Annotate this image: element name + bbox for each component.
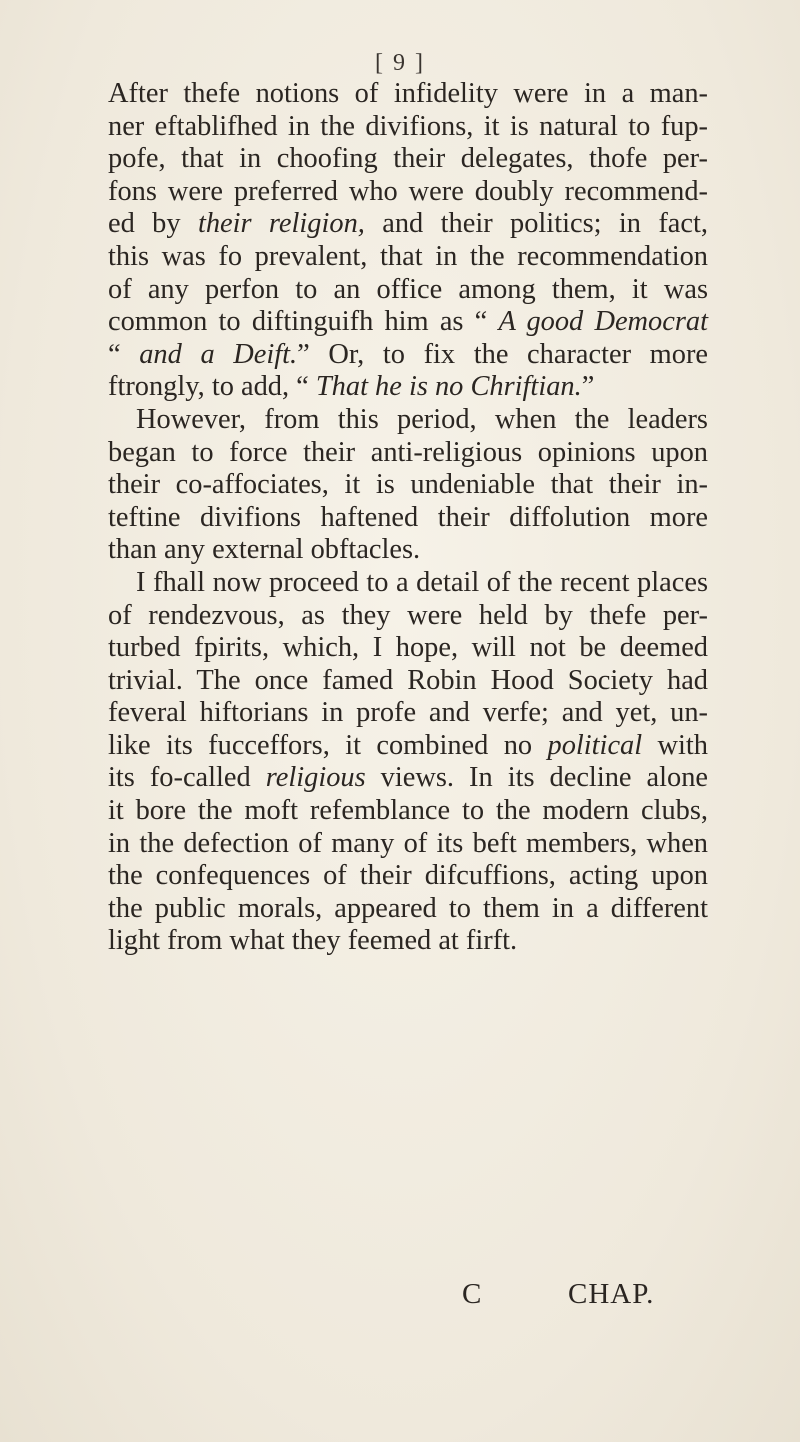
text-line	[108, 306, 708, 339]
text-segment: this was fo prevalent, that in the recommendation	[108, 240, 708, 272]
italic-text: A good Democrat	[498, 306, 708, 338]
text-line	[108, 502, 708, 535]
text-line	[108, 469, 708, 502]
text-line	[108, 795, 708, 828]
text-line	[108, 665, 708, 698]
text-segment: common to diftinguifh him as “	[108, 306, 499, 338]
signature-mark: C	[462, 1278, 482, 1310]
text-segment: teftine divifions haftened their diffolution more	[108, 501, 708, 533]
text-line	[108, 176, 708, 209]
page-footer	[0, 1278, 800, 1318]
text-segment: ” Or, to fix the character more	[297, 338, 709, 370]
italic-text: That he is no Chriftian.	[315, 371, 582, 403]
text-segment: However, from this period, when the leaders	[136, 403, 708, 435]
text-segment: ed by	[108, 208, 198, 240]
text-segment: their co-affociates, it is undeniable that their in-	[108, 469, 708, 501]
text-line	[108, 111, 708, 144]
text-line	[108, 78, 708, 111]
text-line	[108, 339, 708, 372]
body-text	[108, 78, 708, 958]
text-segment: its fo-called	[108, 762, 266, 794]
text-segment: views. In its decline alone	[365, 762, 709, 794]
text-segment: ftrongly, to add, “	[108, 371, 316, 403]
text-segment: than any external obftacles.	[108, 534, 421, 566]
text-segment: turbed fpirits, which, I hope, will not be deemed	[108, 632, 708, 664]
text-segment: light from what they feemed at firft.	[108, 925, 518, 957]
page-number: [ 9 ]	[375, 50, 425, 76]
text-line	[108, 762, 708, 795]
text-line	[108, 730, 708, 763]
text-segment: ”	[581, 371, 595, 403]
text-segment: feveral hiftorians in profe and verfe; and yet, un-	[108, 697, 708, 729]
text-line	[108, 404, 708, 437]
text-segment: and their politics; in fact,	[364, 208, 708, 240]
italic-text: political	[547, 729, 643, 761]
text-segment: like its fucceffors, it combined no	[108, 729, 548, 761]
text-line	[108, 697, 708, 730]
text-line	[108, 437, 708, 470]
text-line	[108, 632, 708, 665]
text-line	[108, 208, 708, 241]
text-line	[108, 893, 708, 926]
italic-text: religious	[265, 762, 366, 794]
text-line	[108, 860, 708, 893]
text-segment: the public morals, appeared to them in a different	[108, 892, 708, 924]
text-segment: fons were preferred who were doubly recommend-	[108, 175, 708, 207]
text-line	[108, 274, 708, 307]
text-line	[108, 371, 708, 404]
text-segment: trivial. The once famed Robin Hood Society had	[108, 664, 708, 696]
text-segment: “	[108, 338, 140, 370]
text-segment: in the defection of many of its beft members, when	[108, 827, 708, 859]
text-segment: began to force their anti-religious opinions upon	[108, 436, 708, 468]
text-segment: ner eftablifhed in the divifions, it is natural to fup-	[108, 110, 708, 142]
italic-text: and a Deift.	[139, 338, 298, 370]
text-segment: I fhall now proceed to a detail of the recent places	[136, 566, 708, 598]
text-segment: it bore the moft refemblance to the modern clubs,	[108, 795, 708, 827]
text-segment: the confequences of their difcuffions, acting upon	[108, 860, 708, 892]
text-line	[108, 534, 708, 567]
text-line	[108, 143, 708, 176]
text-segment: of rendezvous, as they were held by thefe per-	[108, 599, 708, 631]
text-line	[108, 925, 708, 958]
text-segment: of any perfon to an office among them, it was	[108, 273, 708, 305]
text-segment: After thefe notions of infidelity were in a man-	[108, 78, 708, 109]
text-line	[108, 567, 708, 600]
text-line	[108, 828, 708, 861]
catchword: CHAP.	[568, 1278, 655, 1310]
text-line	[108, 241, 708, 274]
text-segment: pofe, that in choofing their delegates, thofe per-	[108, 143, 708, 175]
italic-text: their religion,	[197, 208, 365, 240]
text-segment: with	[642, 729, 709, 761]
text-line	[108, 600, 708, 633]
